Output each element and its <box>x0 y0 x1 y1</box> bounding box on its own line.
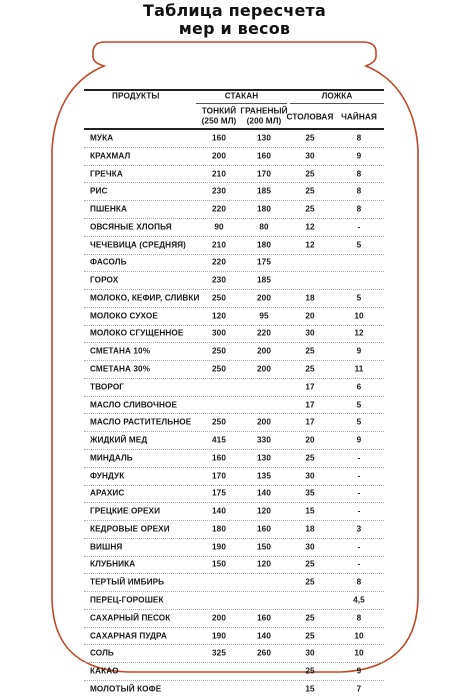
cell-tablespoon: 30 <box>305 151 315 161</box>
row-divider <box>84 307 384 308</box>
cell-product: ЧЕЧЕВИЦА (СРЕДНЯЯ) <box>90 240 186 250</box>
cell-thin-glass: 230 <box>212 275 226 285</box>
cell-product: РИС <box>90 186 108 196</box>
cell-faceted-glass: 120 <box>257 506 271 516</box>
row-divider <box>84 449 384 450</box>
header-glass: СТАКАН <box>224 91 259 101</box>
row-divider <box>84 662 384 663</box>
cell-product: ВИШНЯ <box>90 542 123 552</box>
row-divider <box>84 254 384 255</box>
cell-teaspoon: 10 <box>354 648 364 658</box>
cell-tablespoon: 25 <box>305 613 315 623</box>
cell-product: ТЕРТЫЙ ИМБИРЬ <box>90 577 165 587</box>
cell-teaspoon: 3 <box>356 524 362 534</box>
cell-teaspoon: 4,5 <box>353 595 365 605</box>
cell-thin-glass: 160 <box>212 453 226 463</box>
cell-faceted-glass: 330 <box>257 435 271 445</box>
cell-product: МИНДАЛЬ <box>90 453 133 463</box>
cell-tablespoon: 20 <box>305 311 315 321</box>
cell-product: МОЛОКО СУХОЕ <box>90 311 158 321</box>
cell-teaspoon: 9 <box>356 346 362 356</box>
cell-faceted-glass: 150 <box>257 542 271 552</box>
header-bottom-rule <box>84 128 384 130</box>
row-divider <box>84 200 384 201</box>
row-divider <box>84 591 384 592</box>
row-divider <box>84 520 384 521</box>
cell-faceted-glass: 185 <box>257 186 271 196</box>
cell-tablespoon: 25 <box>305 666 315 676</box>
header-faceted-glass: ГРАНЕНЫЙ <box>240 106 288 116</box>
cell-teaspoon: - <box>357 542 361 552</box>
cell-teaspoon: 5 <box>356 293 362 303</box>
cell-product: КЛУБНИКА <box>90 559 136 569</box>
cell-thin-glass: 415 <box>212 435 226 445</box>
row-divider <box>84 467 384 468</box>
cell-tablespoon: 18 <box>305 293 315 303</box>
cell-product: ГРЕЦКИЕ ОРЕХИ <box>90 506 161 516</box>
cell-faceted-glass: 95 <box>259 311 269 321</box>
cell-tablespoon: 25 <box>305 346 315 356</box>
cell-product: МОЛОКО, КЕФИР, СЛИВКИ <box>90 293 200 303</box>
header-glass-rule <box>196 103 287 104</box>
cell-faceted-glass: 135 <box>257 471 271 481</box>
cell-teaspoon: 5 <box>356 400 362 410</box>
cell-tablespoon: 18 <box>305 524 315 534</box>
header-thin-glass: ТОНКИЙ <box>201 106 237 116</box>
cell-teaspoon: 9 <box>356 435 362 445</box>
row-divider <box>84 182 384 183</box>
cell-teaspoon: 12 <box>354 328 364 338</box>
cell-faceted-glass: 185 <box>257 275 271 285</box>
row-divider <box>84 556 384 557</box>
cell-thin-glass: 210 <box>212 169 226 179</box>
cell-thin-glass: 120 <box>212 311 226 321</box>
cell-faceted-glass: 160 <box>257 613 271 623</box>
cell-product: КРАХМАЛ <box>90 151 131 161</box>
cell-tablespoon: 25 <box>305 631 315 641</box>
cell-teaspoon: 10 <box>354 311 364 321</box>
cell-product: ГОРОХ <box>90 275 119 285</box>
cell-tablespoon: 25 <box>305 559 315 569</box>
cell-faceted-glass: 260 <box>257 648 271 658</box>
row-divider <box>84 573 384 574</box>
cell-thin-glass: 150 <box>212 559 226 569</box>
cell-tablespoon: 25 <box>305 204 315 214</box>
cell-thin-glass: 250 <box>212 346 226 356</box>
cell-teaspoon: 7 <box>356 684 362 694</box>
cell-teaspoon: - <box>357 222 361 232</box>
cell-product: ПШЕНКА <box>90 204 127 214</box>
cell-faceted-glass: 200 <box>257 417 271 427</box>
cell-teaspoon: 9 <box>356 151 362 161</box>
header-tablespoon: СТОЛОВАЯ <box>286 112 334 122</box>
cell-faceted-glass: 130 <box>257 133 271 143</box>
header-spoon-rule <box>290 103 384 104</box>
row-divider <box>84 147 384 148</box>
cell-thin-glass: 190 <box>212 542 226 552</box>
row-divider <box>84 396 384 397</box>
row-divider <box>84 378 384 379</box>
cell-tablespoon: 25 <box>305 577 315 587</box>
cell-tablespoon: 25 <box>305 169 315 179</box>
header-teaspoon: ЧАЙНАЯ <box>341 112 377 122</box>
cell-product: ЖИДКИЙ МЕД <box>90 435 148 445</box>
cell-thin-glass: 170 <box>212 471 226 481</box>
cell-thin-glass: 140 <box>212 506 226 516</box>
cell-faceted-glass: 120 <box>257 559 271 569</box>
cell-thin-glass: 230 <box>212 186 226 196</box>
row-divider <box>84 165 384 166</box>
cell-faceted-glass: 170 <box>257 169 271 179</box>
cell-product: СМЕТАНА 30% <box>90 364 151 374</box>
cell-product: МОЛОКО СГУЩЕННОЕ <box>90 328 184 338</box>
cell-teaspoon: 8 <box>356 169 362 179</box>
cell-tablespoon: 20 <box>305 435 315 445</box>
cell-thin-glass: 180 <box>212 524 226 534</box>
cell-thin-glass: 250 <box>212 364 226 374</box>
cell-teaspoon: 8 <box>356 613 362 623</box>
row-divider <box>84 627 384 628</box>
cell-product: МОЛОТЫЙ КОФЕ <box>90 684 162 694</box>
header-spoon: ЛОЖКА <box>321 91 353 101</box>
cell-faceted-glass: 180 <box>257 204 271 214</box>
cell-thin-glass: 220 <box>212 257 226 267</box>
cell-product: ТВОРОГ <box>90 382 125 392</box>
cell-product: ГРЕЧКА <box>90 169 123 179</box>
cell-teaspoon: 6 <box>356 382 362 392</box>
cell-thin-glass: 220 <box>212 204 226 214</box>
row-divider <box>84 644 384 645</box>
cell-tablespoon: 12 <box>305 240 315 250</box>
cell-product: ФАСОЛЬ <box>90 257 127 267</box>
cell-thin-glass: 190 <box>212 631 226 641</box>
cell-teaspoon: 8 <box>356 577 362 587</box>
row-divider <box>84 413 384 414</box>
cell-thin-glass: 160 <box>212 133 226 143</box>
cell-faceted-glass: 200 <box>257 293 271 303</box>
cell-product: ПЕРЕЦ-ГОРОШЕК <box>90 595 164 605</box>
cell-product: КАКАО <box>90 666 119 676</box>
cell-product: СОЛЬ <box>90 648 114 658</box>
cell-thin-glass: 300 <box>212 328 226 338</box>
cell-tablespoon: 30 <box>305 648 315 658</box>
cell-teaspoon: - <box>357 488 361 498</box>
page-subtitle: мер и весов <box>178 19 291 38</box>
cell-teaspoon: 10 <box>354 631 364 641</box>
cell-tablespoon: 30 <box>305 471 315 481</box>
cell-faceted-glass: 175 <box>257 257 271 267</box>
row-divider <box>84 502 384 503</box>
cell-tablespoon: 17 <box>305 382 315 392</box>
cell-product: КЕДРОВЫЕ ОРЕХИ <box>90 524 170 534</box>
row-divider <box>84 538 384 539</box>
cell-faceted-glass: 180 <box>257 240 271 250</box>
row-divider <box>84 360 384 361</box>
cell-teaspoon: - <box>357 506 361 516</box>
cell-tablespoon: 15 <box>305 684 315 694</box>
row-divider <box>84 485 384 486</box>
cell-product: САХАРНАЯ ПУДРА <box>90 631 167 641</box>
cell-faceted-glass: 80 <box>259 222 269 232</box>
cell-teaspoon: 5 <box>356 240 362 250</box>
cell-faceted-glass: 220 <box>257 328 271 338</box>
cell-product: ФУНДУК <box>90 471 125 481</box>
header-thin-glass-volume: (250 МЛ) <box>201 116 237 126</box>
cell-teaspoon: 9 <box>356 666 362 676</box>
cell-faceted-glass: 140 <box>257 631 271 641</box>
page-title: Таблица пересчета <box>142 1 327 20</box>
row-divider <box>84 289 384 290</box>
row-divider <box>84 431 384 432</box>
cell-tablespoon: 15 <box>305 506 315 516</box>
cell-product: АРАХИС <box>90 488 125 498</box>
cell-product: ОВСЯНЫЕ ХЛОПЬЯ <box>90 222 172 232</box>
cell-tablespoon: 25 <box>305 364 315 374</box>
cell-product: МАСЛО СЛИВОЧНОЕ <box>90 400 178 410</box>
row-divider <box>84 325 384 326</box>
cell-tablespoon: 17 <box>305 417 315 427</box>
header-products: ПРОДУКТЫ <box>112 91 160 101</box>
cell-thin-glass: 200 <box>212 151 226 161</box>
cell-tablespoon: 25 <box>305 133 315 143</box>
row-divider <box>84 680 384 681</box>
cell-tablespoon: 35 <box>305 488 315 498</box>
cell-teaspoon: 8 <box>356 133 362 143</box>
cell-product: МАСЛО РАСТИТЕЛЬНОЕ <box>90 417 192 427</box>
cell-thin-glass: 175 <box>212 488 226 498</box>
cell-teaspoon: 5 <box>356 417 362 427</box>
cell-faceted-glass: 200 <box>257 346 271 356</box>
cell-teaspoon: 8 <box>356 186 362 196</box>
header-faceted-glass-volume: (200 МЛ) <box>246 116 282 126</box>
cell-product: САХАРНЫЙ ПЕСОК <box>90 613 171 623</box>
cell-product: СМЕТАНА 10% <box>90 346 151 356</box>
row-divider <box>84 218 384 219</box>
cell-faceted-glass: 160 <box>257 151 271 161</box>
cell-thin-glass: 250 <box>212 417 226 427</box>
cell-tablespoon: 12 <box>305 222 315 232</box>
cell-faceted-glass: 140 <box>257 488 271 498</box>
cell-tablespoon: 25 <box>305 453 315 463</box>
row-divider <box>84 342 384 343</box>
cell-teaspoon: 11 <box>354 364 364 374</box>
row-divider <box>84 236 384 237</box>
cell-thin-glass: 90 <box>214 222 224 232</box>
cell-tablespoon: 25 <box>305 186 315 196</box>
row-divider <box>84 271 384 272</box>
cell-faceted-glass: 130 <box>257 453 271 463</box>
cell-thin-glass: 250 <box>212 293 226 303</box>
cell-teaspoon: - <box>357 559 361 569</box>
cell-faceted-glass: 200 <box>257 364 271 374</box>
cell-teaspoon: 8 <box>356 204 362 214</box>
cell-product: МУКА <box>90 133 114 143</box>
cell-teaspoon: - <box>357 453 361 463</box>
cell-thin-glass: 325 <box>212 648 226 658</box>
cell-tablespoon: 30 <box>305 328 315 338</box>
cell-thin-glass: 200 <box>212 613 226 623</box>
cell-faceted-glass: 160 <box>257 524 271 534</box>
cell-thin-glass: 210 <box>212 240 226 250</box>
cell-tablespoon: 17 <box>305 400 315 410</box>
row-divider <box>84 609 384 610</box>
cell-teaspoon: - <box>357 471 361 481</box>
cell-tablespoon: 30 <box>305 542 315 552</box>
